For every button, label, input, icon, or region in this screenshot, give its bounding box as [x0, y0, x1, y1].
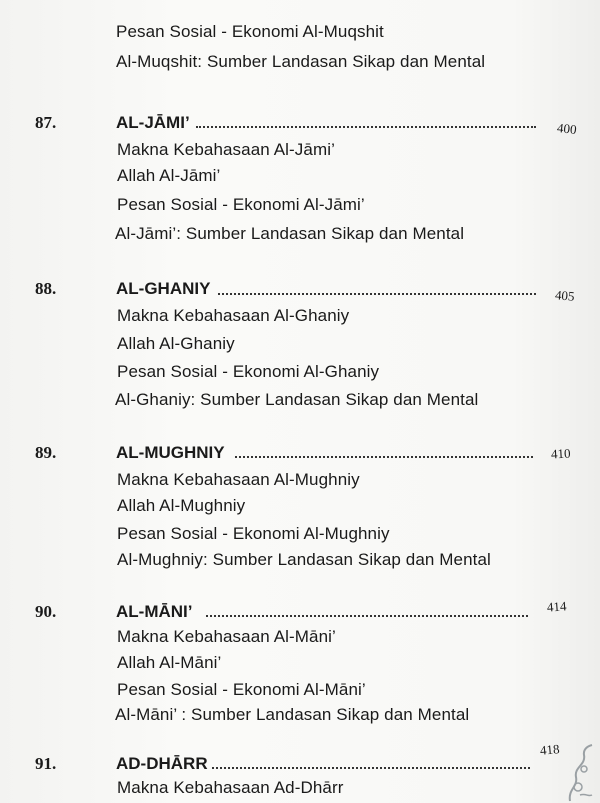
toc-subentry: Makna Kebahasaan Al-Mughniy	[117, 470, 360, 489]
toc-subentry: Pesan Sosial - Ekonomi Al-Jāmi’	[117, 195, 365, 214]
toc-subentry: Al-Mughniy: Sumber Landasan Sikap dan Mental	[117, 550, 491, 569]
entry-page-number: 410	[550, 445, 571, 462]
toc-subentry: Pesan Sosial - Ekonomi Al-Ghaniy	[117, 362, 380, 381]
entry-number: 90.	[35, 602, 57, 621]
entry-number: 89.	[35, 443, 57, 462]
toc-subentry: Allah Al-Mughniy	[117, 496, 246, 515]
entry-number: 91.	[35, 754, 57, 773]
toc-subentry: Al-Ghaniy: Sumber Landasan Sikap dan Mental	[115, 390, 479, 409]
entry-page-number: 405	[554, 287, 576, 304]
toc-subentry: Al-Jāmi’: Sumber Landasan Sikap dan Mental	[115, 224, 465, 243]
toc-subentry: Allah Al-Jāmi’	[117, 166, 221, 185]
entry-page-number: 414	[546, 598, 567, 615]
corner-ornament-icon	[566, 743, 594, 803]
toc-subentry: Makna Kebahasaan Al-Jāmi’	[117, 140, 335, 159]
entry-number: 88.	[35, 279, 57, 298]
leader-dots	[206, 615, 528, 617]
leader-dots	[218, 293, 536, 295]
toc-subentry: Allah Al-Ghaniy	[117, 334, 235, 353]
toc-subentry: Makna Kebahasaan Al-Māni’	[117, 627, 336, 646]
entry-page-number: 400	[556, 120, 578, 137]
toc-subentry: Al-Māni’ : Sumber Landasan Sikap dan Mental	[115, 705, 470, 724]
entry-title: AD-DHĀRR	[116, 754, 208, 773]
leader-dots	[212, 767, 530, 769]
entry-title: AL-JĀMI’	[116, 113, 190, 132]
toc-subentry: Allah Al-Māni’	[117, 653, 222, 672]
toc-subentry: Pesan Sosial - Ekonomi Al-Māni’	[117, 680, 366, 699]
entry-title: AL-MĀNI’	[116, 602, 193, 621]
toc-subentry: Makna Kebahasaan Al-Ghaniy	[117, 306, 350, 325]
toc-subentry: Al-Muqshit: Sumber Landasan Sikap dan Mental	[116, 52, 486, 71]
entry-title: AL-MUGHNIY	[116, 443, 225, 462]
toc-subentry: Pesan Sosial - Ekonomi Al-Mughniy	[117, 524, 390, 543]
entry-title: AL-GHANIY	[116, 279, 211, 298]
leader-dots	[235, 456, 533, 458]
toc-subentry: Pesan Sosial - Ekonomi Al-Muqshit	[116, 22, 384, 41]
entry-page-number: 418	[539, 741, 561, 758]
entry-number: 87.	[35, 113, 57, 132]
toc-subentry: Makna Kebahasaan Ad-Dhārr	[117, 778, 344, 797]
leader-dots	[196, 126, 536, 128]
